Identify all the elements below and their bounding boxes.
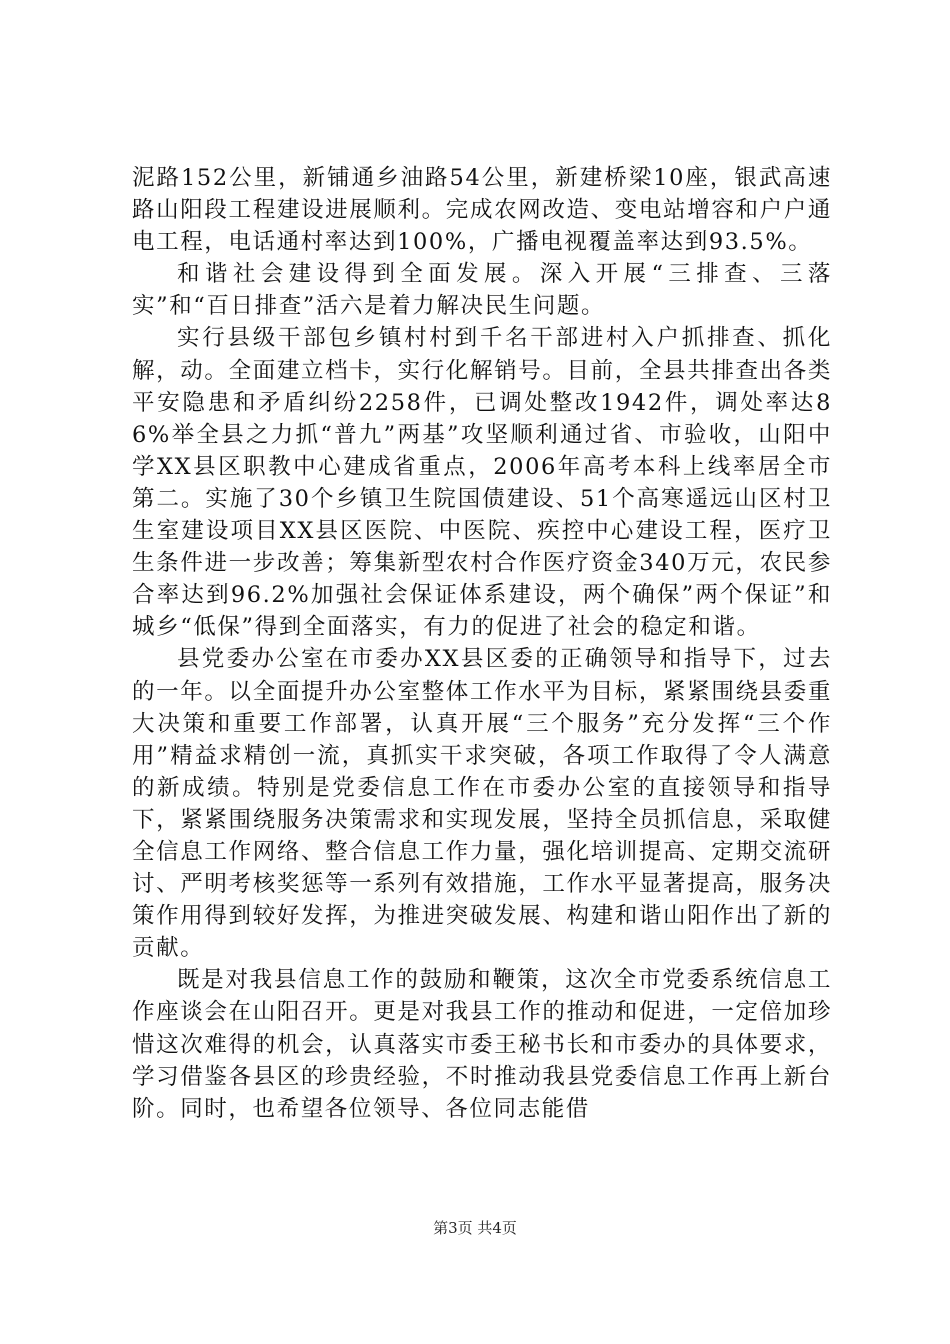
paragraph-conference: 既是对我县信息工作的鼓励和鞭策，这次全市党委系统信息工作座谈会在山阳召开。更是对我县工作的推动和促进，一定倍加珍惜这次难得的机会，认真落实市委王秘书长和市委办的具体要求，学习借鉴各县区的珍贵经验，不时推动我县党委信息工作再上新台阶。同时，也希望各位领导、各位同志能借 xyxy=(132,967,832,1122)
page-footer: 第3页 共4页 xyxy=(433,1219,517,1237)
paragraph-livelihood: 实行县级干部包乡镇村村到千名干部进村入户抓排查、抓化解，动。全面建立档卡，实行化解销号。目前，全县共排查出各类平安隐患和矛盾纠纷2258件，已调处整改1942件，调处率达86%举全县之力抓“普九”两基”攻坚顺利通过省、市验收，山阳中学XX县区职教中心建成省重点，2006年高考本科上线率居全市第二。实施了30个乡镇卫生院国债建设、51个高寒遥远山区村卫生室建设项目XX县区医院、中医院、疾控中心建设工程，医疗卫生条件进一步改善；筹集新型农村合作医疗资金340万元，农民参合率达到96.2%加强社会保证体系建设，两个确保”两个保证”和城乡“低保”得到全面落实，有力的促进了社会的稳定和谐。 xyxy=(132,325,832,641)
paragraph-harmonious-society: 和谐社会建设得到全面发展。深入开展“三排查、三落实”和“百日排查”活六是着力解决民生问题。 xyxy=(132,261,832,320)
document-body xyxy=(132,162,832,1125)
paragraph-party-office: 县党委办公室在市委办XX县区委的正确领导和指导下，过去的一年。以全面提升办公室整体工作水平为目标，紧紧围绕县委重大决策和重要工作部署，认真开展“三个服务”充分发挥“三个作用”精益求精创一流，真抓实干求突破，各项工作取得了令人满意的新成绩。特别是党委信息工作在市委办公室的直接领导和指导下，紧紧围绕服务决策需求和实现发展，坚持全员抓信息，采取健全信息工作网络、整合信息工作力量，强化培训提高、定期交流研讨、严明考核奖惩等一系列有效措施，工作水平显著提高，服务决策作用得到较好发挥，为推进突破发展、构建和谐山阳作出了新的贡献。 xyxy=(132,646,832,962)
paragraph-infrastructure: 泥路152公里，新铺通乡油路54公里，新建桥梁10座，银武高速路山阳段工程建设进展顺利。完成农网改造、变电站增容和户户通电工程，电话通村率达到100%，广播电视覆盖率达到93.5%。 xyxy=(132,165,832,256)
